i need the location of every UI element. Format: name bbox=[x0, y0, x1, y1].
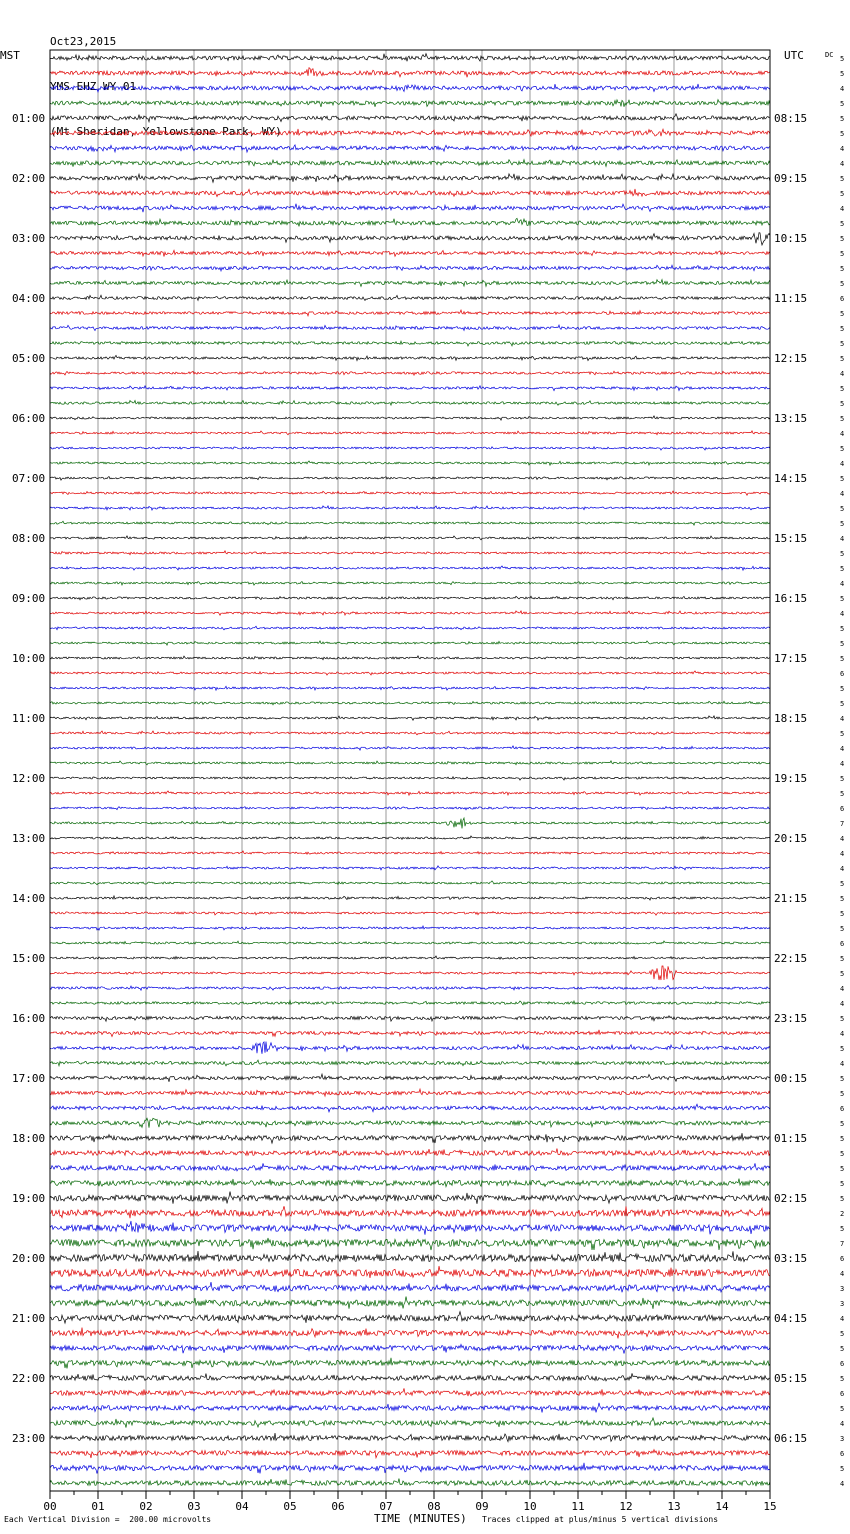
dc-offset-value: 5 bbox=[840, 625, 845, 633]
trace-row-80 bbox=[50, 1251, 770, 1262]
trace-row-85 bbox=[50, 1328, 770, 1339]
dc-offset-value: 5 bbox=[840, 1180, 845, 1188]
vertical-scale-note: Each Vertical Division = 200.00 microvolts bbox=[4, 1515, 212, 1524]
trace-row-79 bbox=[50, 1238, 770, 1250]
trace-row-17 bbox=[50, 310, 770, 316]
right-hour-label: 03:15 bbox=[774, 1252, 808, 1265]
trace-row-56 bbox=[50, 896, 770, 900]
right-hour-label: 11:15 bbox=[774, 292, 808, 305]
left-hour-label: 16:00 bbox=[12, 1012, 46, 1025]
dc-offset-value: 5 bbox=[840, 700, 845, 708]
trace-row-4 bbox=[50, 114, 770, 122]
x-axis-ticks bbox=[43, 1491, 776, 1513]
left-hour-label: 08:00 bbox=[12, 532, 46, 545]
trace-row-46 bbox=[50, 746, 770, 750]
trace-row-38 bbox=[50, 626, 770, 630]
trace-row-94 bbox=[50, 1463, 770, 1474]
dc-offset-value: 5 bbox=[840, 310, 845, 318]
dc-offset-value: 6 bbox=[840, 805, 845, 813]
dc-offset-value: 4 bbox=[840, 1060, 845, 1068]
right-hour-label: 09:15 bbox=[774, 172, 808, 185]
x-tick-label: 02 bbox=[139, 1500, 153, 1513]
dc-offset-value: 5 bbox=[840, 400, 845, 408]
dc-offset-value: 5 bbox=[840, 1225, 845, 1233]
right-hour-label: 15:15 bbox=[774, 532, 808, 545]
trace-row-84 bbox=[50, 1312, 770, 1324]
trace-row-61 bbox=[50, 966, 770, 980]
trace-row-19 bbox=[50, 341, 770, 346]
trace-row-95 bbox=[50, 1479, 770, 1487]
dc-offset-value: 5 bbox=[840, 415, 845, 423]
trace-row-86 bbox=[50, 1344, 770, 1353]
x-tick-label: 07 bbox=[379, 1500, 393, 1513]
dc-offset-value: 5 bbox=[840, 790, 845, 798]
dc-offset-value: 5 bbox=[840, 1345, 845, 1353]
dc-offset-value: 5 bbox=[840, 925, 845, 933]
left-time-labels bbox=[12, 112, 45, 1445]
trace-row-42 bbox=[50, 686, 770, 690]
x-tick-label: 10 bbox=[523, 1500, 537, 1513]
dc-offset-value: 6 bbox=[840, 670, 845, 678]
trace-row-1 bbox=[50, 68, 770, 78]
dc-offset-value: 5 bbox=[840, 115, 845, 123]
trace-row-30 bbox=[50, 506, 770, 510]
left-hour-label: 17:00 bbox=[12, 1072, 46, 1085]
dc-offset-value: 5 bbox=[840, 1015, 845, 1023]
dc-offset-value: 4 bbox=[840, 1030, 845, 1038]
x-tick-label: 11 bbox=[571, 1500, 585, 1513]
dc-offset-value: 5 bbox=[840, 655, 845, 663]
trace-row-44 bbox=[50, 716, 770, 720]
dc-offset-value: 5 bbox=[840, 235, 845, 243]
trace-row-25 bbox=[50, 431, 770, 435]
dc-offset-value: 4 bbox=[840, 850, 845, 858]
trace-row-92 bbox=[50, 1433, 770, 1442]
left-hour-label: 02:00 bbox=[12, 172, 46, 185]
dc-offset-value: 4 bbox=[840, 1000, 845, 1008]
right-hour-label: 20:15 bbox=[774, 832, 808, 845]
dc-offset-value: 5 bbox=[840, 475, 845, 483]
trace-row-83 bbox=[50, 1297, 770, 1309]
trace-row-52 bbox=[50, 836, 770, 839]
dc-offset-value: 6 bbox=[840, 1255, 845, 1263]
dc-offset-value: 5 bbox=[840, 445, 845, 453]
trace-row-54 bbox=[50, 866, 770, 870]
left-hour-label: 12:00 bbox=[12, 772, 46, 785]
trace-row-71 bbox=[50, 1118, 770, 1128]
trace-row-74 bbox=[50, 1163, 770, 1171]
left-hour-label: 15:00 bbox=[12, 952, 46, 965]
trace-row-2 bbox=[50, 84, 770, 92]
trace-row-6 bbox=[50, 145, 770, 152]
trace-row-69 bbox=[50, 1089, 770, 1096]
left-hour-label: 04:00 bbox=[12, 292, 46, 305]
trace-row-8 bbox=[50, 174, 770, 183]
station-location: (Mt Sheridan, Yellowstone Park, WY) bbox=[50, 125, 282, 138]
right-hour-label: 06:15 bbox=[774, 1432, 808, 1445]
trace-row-76 bbox=[50, 1192, 770, 1204]
x-tick-label: 14 bbox=[715, 1500, 729, 1513]
x-tick-label: 01 bbox=[91, 1500, 105, 1513]
trace-row-3 bbox=[50, 100, 770, 107]
trace-row-55 bbox=[50, 881, 770, 885]
left-hour-label: 22:00 bbox=[12, 1372, 46, 1385]
trace-row-27 bbox=[50, 461, 770, 465]
dc-offset-value: 4 bbox=[840, 865, 845, 873]
dc-offset-value: 4 bbox=[840, 760, 845, 768]
dc-offset-value: 6 bbox=[840, 1390, 845, 1398]
left-hour-label: 01:00 bbox=[12, 112, 46, 125]
trace-row-31 bbox=[50, 521, 770, 525]
right-hour-label: 08:15 bbox=[774, 112, 808, 125]
trace-row-75 bbox=[50, 1179, 770, 1187]
dc-offset-value: 5 bbox=[840, 880, 845, 888]
trace-row-60 bbox=[50, 956, 770, 959]
trace-row-81 bbox=[50, 1266, 770, 1278]
trace-row-7 bbox=[50, 160, 770, 167]
dc-offset-value: 6 bbox=[840, 940, 845, 948]
left-hour-label: 05:00 bbox=[12, 352, 46, 365]
trace-row-77 bbox=[50, 1206, 770, 1218]
trace-row-64 bbox=[50, 1016, 770, 1022]
trace-row-39 bbox=[50, 641, 770, 645]
trace-row-66 bbox=[50, 1042, 770, 1054]
dc-offset-value: 5 bbox=[840, 70, 845, 78]
trace-row-32 bbox=[50, 536, 770, 540]
trace-row-45 bbox=[50, 731, 770, 735]
dc-offset-value: 4 bbox=[840, 160, 845, 168]
dc-offset-value: 5 bbox=[840, 1150, 845, 1158]
dc-offset-value: 5 bbox=[840, 385, 845, 393]
left-hour-label: 11:00 bbox=[12, 712, 46, 725]
dc-offset-value: 5 bbox=[840, 1465, 845, 1473]
dc-offset-value: 3 bbox=[840, 1285, 845, 1293]
trace-row-41 bbox=[50, 671, 770, 675]
trace-row-51 bbox=[50, 818, 770, 829]
dc-offset-value: 4 bbox=[840, 1270, 845, 1278]
dc-offset-value: 5 bbox=[840, 595, 845, 603]
trace-row-63 bbox=[50, 1001, 770, 1005]
trace-row-67 bbox=[50, 1060, 770, 1066]
dc-offset-value: 4 bbox=[840, 490, 845, 498]
dc-offset-value: 6 bbox=[840, 295, 845, 303]
dc-offset-value: 4 bbox=[840, 745, 845, 753]
trace-row-22 bbox=[50, 386, 770, 391]
dc-offset-value: 5 bbox=[840, 1405, 845, 1413]
dc-offset-value: 5 bbox=[840, 1135, 845, 1143]
dc-offset-value: 5 bbox=[840, 1375, 845, 1383]
trace-row-59 bbox=[50, 941, 770, 944]
x-tick-label: 12 bbox=[619, 1500, 633, 1513]
dc-offset-value: 5 bbox=[840, 340, 845, 348]
dc-offset-value: 4 bbox=[840, 535, 845, 543]
x-tick-label: 15 bbox=[763, 1500, 777, 1513]
dc-offset-value: 5 bbox=[840, 565, 845, 573]
trace-row-58 bbox=[50, 926, 770, 930]
trace-row-23 bbox=[50, 401, 770, 406]
dc-offset-value: 4 bbox=[840, 715, 845, 723]
trace-row-57 bbox=[50, 912, 770, 916]
dc-offset-value: 3 bbox=[840, 1435, 845, 1443]
left-hour-label: 09:00 bbox=[12, 592, 46, 605]
dc-offset-value: 5 bbox=[840, 280, 845, 288]
trace-row-26 bbox=[50, 447, 770, 450]
trace-row-28 bbox=[50, 477, 770, 481]
x-tick-label: 04 bbox=[235, 1500, 249, 1513]
x-tick-label: 09 bbox=[475, 1500, 489, 1513]
x-tick-label: 00 bbox=[43, 1500, 57, 1513]
right-hour-label: 12:15 bbox=[774, 352, 808, 365]
trace-row-24 bbox=[50, 416, 770, 420]
dc-offset-labels bbox=[840, 55, 844, 1488]
x-tick-label: 08 bbox=[427, 1500, 441, 1513]
dc-offset-value: 5 bbox=[840, 1120, 845, 1128]
dc-offset-value: 5 bbox=[840, 910, 845, 918]
dc-offset-value: 5 bbox=[840, 325, 845, 333]
dc-offset-value: 4 bbox=[840, 1420, 845, 1428]
dc-offset-value: 5 bbox=[840, 640, 845, 648]
trace-row-29 bbox=[50, 491, 770, 495]
trace-row-70 bbox=[50, 1104, 770, 1112]
dc-offset-value: 4 bbox=[840, 205, 845, 213]
left-hour-label: 13:00 bbox=[12, 832, 46, 845]
right-hour-label: 13:15 bbox=[774, 412, 808, 425]
trace-row-16 bbox=[50, 295, 770, 300]
dc-offset-value: 5 bbox=[840, 220, 845, 228]
trace-row-20 bbox=[50, 355, 770, 360]
left-hour-label: 14:00 bbox=[12, 892, 46, 905]
dc-offset-value: 4 bbox=[840, 985, 845, 993]
trace-row-9 bbox=[50, 189, 770, 197]
dc-offset-value: 4 bbox=[840, 430, 845, 438]
dc-offset-value: 5 bbox=[840, 1045, 845, 1053]
dc-column-label: DC bbox=[825, 51, 834, 59]
dc-offset-value: 7 bbox=[840, 1240, 845, 1248]
x-tick-label: 06 bbox=[331, 1500, 345, 1513]
left-hour-label: 18:00 bbox=[12, 1132, 46, 1145]
dc-offset-value: 5 bbox=[840, 520, 845, 528]
trace-row-93 bbox=[50, 1450, 770, 1458]
left-hour-label: 10:00 bbox=[12, 652, 46, 665]
trace-row-78 bbox=[50, 1221, 770, 1235]
trace-row-49 bbox=[50, 791, 770, 795]
trace-row-62 bbox=[50, 986, 770, 991]
trace-row-5 bbox=[50, 129, 770, 136]
trace-row-89 bbox=[50, 1388, 770, 1396]
dc-offset-value: 5 bbox=[840, 1195, 845, 1203]
trace-row-10 bbox=[50, 204, 770, 213]
right-hour-label: 19:15 bbox=[774, 772, 808, 785]
dc-offset-value: 5 bbox=[840, 250, 845, 258]
dc-offset-value: 4 bbox=[840, 145, 845, 153]
trace-row-43 bbox=[50, 701, 770, 705]
trace-row-0 bbox=[50, 54, 770, 62]
dc-offset-value: 5 bbox=[840, 55, 845, 63]
seismic-traces bbox=[50, 54, 770, 1487]
right-hour-label: 18:15 bbox=[774, 712, 808, 725]
left-hour-label: 07:00 bbox=[12, 472, 46, 485]
right-hour-label: 23:15 bbox=[774, 1012, 808, 1025]
trace-row-90 bbox=[50, 1403, 770, 1413]
trace-row-21 bbox=[50, 371, 770, 375]
right-hour-label: 17:15 bbox=[774, 652, 808, 665]
dc-offset-value: 4 bbox=[840, 610, 845, 618]
right-hour-label: 10:15 bbox=[774, 232, 808, 245]
right-hour-label: 22:15 bbox=[774, 952, 808, 965]
trace-row-18 bbox=[50, 325, 770, 331]
dc-offset-value: 4 bbox=[840, 835, 845, 843]
dc-offset-value: 5 bbox=[840, 1165, 845, 1173]
trace-row-35 bbox=[50, 582, 770, 586]
dc-offset-value: 5 bbox=[840, 130, 845, 138]
right-hour-label: 16:15 bbox=[774, 592, 808, 605]
right-hour-label: 00:15 bbox=[774, 1072, 808, 1085]
right-hour-label: 01:15 bbox=[774, 1132, 808, 1145]
dc-offset-value: 4 bbox=[840, 85, 845, 93]
dc-offset-value: 5 bbox=[840, 775, 845, 783]
dc-offset-value: 5 bbox=[840, 730, 845, 738]
trace-row-37 bbox=[50, 611, 770, 615]
right-hour-label: 14:15 bbox=[774, 472, 808, 485]
dc-offset-value: 6 bbox=[840, 1105, 845, 1113]
dc-offset-value: 4 bbox=[840, 580, 845, 588]
left-hour-label: 21:00 bbox=[12, 1312, 46, 1325]
right-time-labels bbox=[774, 112, 807, 1445]
trace-row-36 bbox=[50, 596, 770, 600]
dc-offset-value: 5 bbox=[840, 190, 845, 198]
dc-offset-value: 5 bbox=[840, 955, 845, 963]
right-timezone-label: UTC bbox=[784, 49, 804, 62]
dc-offset-value: 5 bbox=[840, 1075, 845, 1083]
trace-row-72 bbox=[50, 1133, 770, 1143]
left-hour-label: 23:00 bbox=[12, 1432, 46, 1445]
trace-row-50 bbox=[50, 807, 770, 810]
trace-row-13 bbox=[50, 250, 770, 256]
dc-offset-value: 5 bbox=[840, 970, 845, 978]
dc-offset-value: 5 bbox=[840, 505, 845, 513]
trace-row-88 bbox=[50, 1373, 770, 1381]
left-hour-label: 03:00 bbox=[12, 232, 46, 245]
x-axis-label: TIME (MINUTES) bbox=[374, 1512, 467, 1525]
dc-offset-value: 5 bbox=[840, 1330, 845, 1338]
dc-offset-value: 2 bbox=[840, 1210, 845, 1218]
station-code: YMS EHZ WY 01 bbox=[50, 80, 137, 93]
right-hour-label: 05:15 bbox=[774, 1372, 808, 1385]
chart-date: Oct23,2015 bbox=[50, 35, 117, 48]
dc-offset-value: 4 bbox=[840, 1315, 845, 1323]
trace-row-73 bbox=[50, 1149, 770, 1156]
trace-row-91 bbox=[50, 1418, 770, 1428]
dc-offset-value: 4 bbox=[840, 370, 845, 378]
right-hour-label: 04:15 bbox=[774, 1312, 808, 1325]
left-hour-label: 19:00 bbox=[12, 1192, 46, 1205]
trace-row-12 bbox=[50, 233, 770, 245]
right-hour-label: 21:15 bbox=[774, 892, 808, 905]
left-timezone-label: MST bbox=[0, 49, 20, 62]
x-tick-label: 05 bbox=[283, 1500, 297, 1513]
trace-row-82 bbox=[50, 1282, 770, 1292]
trace-row-47 bbox=[50, 761, 770, 765]
trace-row-33 bbox=[50, 551, 770, 555]
dc-offset-value: 5 bbox=[840, 265, 845, 273]
dc-offset-value: 5 bbox=[840, 100, 845, 108]
dc-offset-value: 3 bbox=[840, 1300, 845, 1308]
clip-note: Traces clipped at plus/minus 5 vertical divisions bbox=[482, 1515, 719, 1524]
dc-offset-value: 4 bbox=[840, 1480, 845, 1488]
right-hour-label: 02:15 bbox=[774, 1192, 808, 1205]
trace-row-11 bbox=[50, 218, 770, 226]
trace-row-53 bbox=[50, 851, 770, 854]
dc-offset-value: 6 bbox=[840, 1360, 845, 1368]
dc-offset-value: 5 bbox=[840, 355, 845, 363]
x-tick-label: 13 bbox=[667, 1500, 681, 1513]
trace-row-65 bbox=[50, 1030, 770, 1037]
dc-offset-value: 5 bbox=[840, 685, 845, 693]
dc-offset-value: 5 bbox=[840, 895, 845, 903]
left-hour-label: 20:00 bbox=[12, 1252, 46, 1265]
dc-offset-value: 5 bbox=[840, 175, 845, 183]
trace-row-14 bbox=[50, 265, 770, 271]
dc-offset-value: 4 bbox=[840, 460, 845, 468]
trace-row-40 bbox=[50, 656, 770, 660]
trace-row-34 bbox=[50, 566, 770, 570]
trace-row-15 bbox=[50, 280, 770, 287]
trace-row-48 bbox=[50, 777, 770, 780]
x-tick-label: 03 bbox=[187, 1500, 201, 1513]
trace-row-87 bbox=[50, 1358, 770, 1369]
left-hour-label: 06:00 bbox=[12, 412, 46, 425]
dc-offset-value: 5 bbox=[840, 550, 845, 558]
dc-offset-value: 7 bbox=[840, 820, 845, 828]
dc-offset-value: 5 bbox=[840, 1090, 845, 1098]
trace-row-68 bbox=[50, 1074, 770, 1082]
dc-offset-value: 6 bbox=[840, 1450, 845, 1458]
